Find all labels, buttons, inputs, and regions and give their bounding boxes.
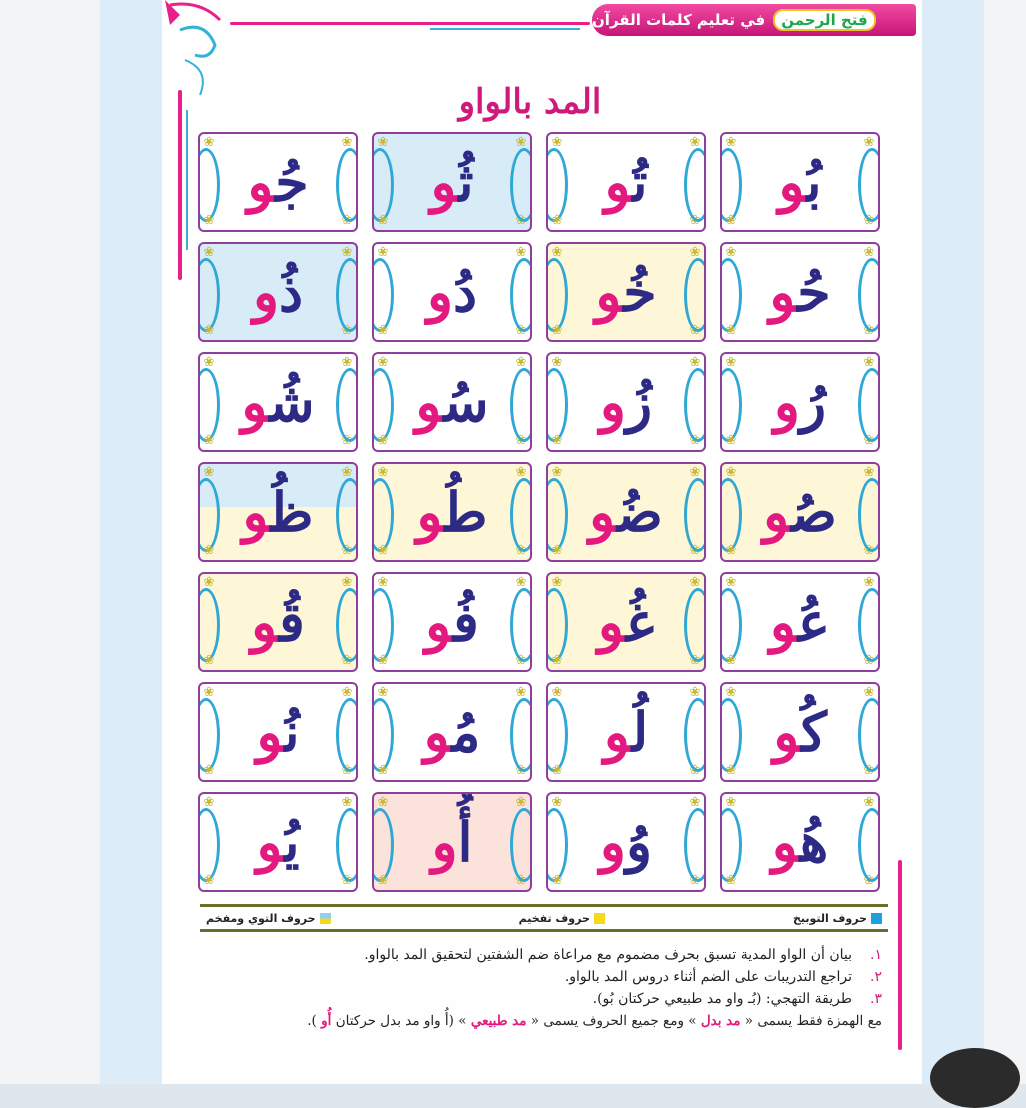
- flower-corner-icon: ❀: [863, 135, 875, 150]
- syllable-letter: خُ: [623, 260, 657, 324]
- legend-label-2: حروف تفخيم: [518, 911, 590, 925]
- legend-swatch-blue-yellow: [320, 913, 331, 924]
- flower-corner-icon: ❀: [341, 873, 353, 888]
- flower-corner-icon: ❀: [515, 653, 527, 668]
- syllable-letter: مُ: [451, 700, 481, 764]
- syllable-card[interactable]: [198, 242, 358, 342]
- flower-corner-icon: ❀: [377, 763, 389, 778]
- flower-corner-icon: ❀: [515, 135, 527, 150]
- flower-corner-icon: ❀: [341, 245, 353, 260]
- flower-corner-icon: ❀: [377, 355, 389, 370]
- note-row: [210, 966, 882, 988]
- header-title: في تعليم كلمات القرآن: [592, 11, 766, 29]
- flower-corner-icon: ❀: [863, 873, 875, 888]
- flower-corner-icon: ❀: [689, 653, 701, 668]
- flower-corner-icon: ❀: [377, 323, 389, 338]
- flower-corner-icon: ❀: [689, 433, 701, 448]
- legend-item-3: [206, 912, 331, 925]
- syllable-letter: ظُ: [270, 480, 314, 544]
- syllable-letter: ثُ: [458, 150, 474, 214]
- syllable-card[interactable]: [546, 462, 706, 562]
- syllable-card[interactable]: [720, 462, 880, 562]
- flower-corner-icon: ❀: [515, 873, 527, 888]
- flower-corner-icon: ❀: [551, 685, 563, 700]
- flower-corner-icon: ❀: [515, 323, 527, 338]
- syllable-text: [773, 700, 827, 764]
- screen-left-margin: [0, 0, 100, 1084]
- syllable-card[interactable]: [198, 132, 358, 232]
- flower-corner-icon: ❀: [725, 543, 737, 558]
- note-number: ٣.: [870, 991, 882, 1007]
- brand-logo: فتح الرحمن: [773, 9, 875, 31]
- flower-corner-icon: ❀: [515, 543, 527, 558]
- note-highlight-mad-tabii: مد طبيعي: [470, 1013, 527, 1029]
- flower-corner-icon: ❀: [725, 213, 737, 228]
- flower-corner-icon: ❀: [551, 575, 563, 590]
- flower-corner-icon: ❀: [515, 213, 527, 228]
- flower-corner-icon: ❀: [725, 355, 737, 370]
- flower-corner-icon: ❀: [377, 685, 389, 700]
- syllable-waw: و: [415, 370, 444, 434]
- syllable-card[interactable]: [720, 792, 880, 892]
- syllable-waw: و: [769, 590, 798, 654]
- note-text: طريقة التهجي: (بُـ واو مد طبيعي حركتان بُو).: [592, 991, 852, 1007]
- syllable-text: [599, 370, 653, 434]
- syllable-waw: و: [251, 590, 280, 654]
- legend-swatch-blue: [871, 913, 882, 924]
- header-pink-line: [230, 22, 590, 25]
- flower-corner-icon: ❀: [203, 465, 215, 480]
- flower-corner-icon: ❀: [377, 245, 389, 260]
- legend-item-1: [793, 912, 882, 925]
- flower-corner-icon: ❀: [341, 213, 353, 228]
- flower-corner-icon: ❀: [551, 433, 563, 448]
- syllable-text: [597, 590, 655, 654]
- flower-corner-icon: ❀: [863, 433, 875, 448]
- syllable-letter: فُ: [453, 590, 479, 654]
- syllable-waw: و: [604, 150, 633, 214]
- flower-corner-icon: ❀: [515, 763, 527, 778]
- syllable-waw: و: [769, 260, 798, 324]
- flower-corner-icon: ❀: [377, 465, 389, 480]
- syllable-text: [256, 700, 300, 764]
- flower-corner-icon: ❀: [725, 433, 737, 448]
- syllable-waw: و: [252, 260, 280, 324]
- flower-corner-icon: ❀: [551, 135, 563, 150]
- syllable-waw: و: [599, 810, 626, 874]
- syllable-card[interactable]: [372, 242, 532, 342]
- flower-corner-icon: ❀: [725, 135, 737, 150]
- header-blue-line: [430, 28, 580, 30]
- syllable-text: [423, 700, 481, 764]
- syllable-text: [603, 700, 649, 764]
- flower-corner-icon: ❀: [515, 685, 527, 700]
- flower-corner-icon: ❀: [725, 465, 737, 480]
- syllable-letter: بُ: [806, 150, 822, 214]
- flower-corner-icon: ❀: [689, 763, 701, 778]
- syllable-letter: كُ: [801, 700, 827, 764]
- syllable-letter: شُ: [269, 370, 315, 434]
- flower-corner-icon: ❀: [341, 685, 353, 700]
- flower-corner-icon: ❀: [863, 543, 875, 558]
- note-highlight-mad-badal: مد بدل: [700, 1013, 741, 1029]
- note-highlight-oo: أُو: [321, 1013, 332, 1029]
- syllable-card[interactable]: [546, 352, 706, 452]
- syllable-letter: ضُ: [617, 480, 663, 544]
- syllable-card[interactable]: [198, 352, 358, 452]
- syllable-text: [416, 480, 488, 544]
- syllable-letter: هُ: [799, 810, 829, 874]
- syllable-text: [763, 480, 837, 544]
- screen-right-margin: [984, 0, 1026, 1084]
- flower-corner-icon: ❀: [515, 433, 527, 448]
- note-last-text-4: ).: [307, 1013, 317, 1029]
- flower-corner-icon: ❀: [341, 763, 353, 778]
- flower-corner-icon: ❀: [341, 795, 353, 810]
- syllable-text: [769, 590, 831, 654]
- syllable-card[interactable]: [546, 792, 706, 892]
- syllable-waw: و: [773, 700, 802, 764]
- flower-corner-icon: ❀: [377, 795, 389, 810]
- syllable-waw: و: [241, 370, 270, 434]
- syllable-card[interactable]: [372, 352, 532, 452]
- left-blue-bar: [186, 110, 188, 250]
- flower-corner-icon: ❀: [725, 575, 737, 590]
- flower-corner-icon: ❀: [863, 213, 875, 228]
- flower-corner-icon: ❀: [377, 543, 389, 558]
- flower-corner-icon: ❀: [515, 245, 527, 260]
- syllable-text: [595, 260, 657, 324]
- flower-corner-icon: ❀: [863, 685, 875, 700]
- syllable-waw: و: [431, 810, 458, 874]
- syllable-letter: لُ: [631, 700, 649, 764]
- syllable-waw: و: [256, 700, 285, 764]
- syllable-waw: و: [595, 260, 624, 324]
- syllable-card[interactable]: [198, 792, 358, 892]
- syllable-card[interactable]: [372, 462, 532, 562]
- syllable-text: [771, 810, 829, 874]
- flower-corner-icon: ❀: [377, 213, 389, 228]
- flower-corner-icon: ❀: [377, 653, 389, 668]
- legend: [200, 904, 888, 932]
- flower-corner-icon: ❀: [203, 433, 215, 448]
- legend-swatch-yellow: [594, 913, 605, 924]
- syllable-letter: وُ: [626, 810, 653, 874]
- syllable-waw: و: [599, 370, 626, 434]
- flower-corner-icon: ❀: [725, 323, 737, 338]
- syllable-card[interactable]: [198, 682, 358, 782]
- syllable-letter: أُ: [457, 810, 473, 874]
- syllable-waw: و: [771, 810, 800, 874]
- flower-corner-icon: ❀: [689, 135, 701, 150]
- syllable-letter: حُ: [797, 260, 831, 324]
- syllable-text: [425, 590, 479, 654]
- flower-corner-icon: ❀: [341, 653, 353, 668]
- syllable-text: [599, 810, 653, 874]
- floating-button[interactable]: [930, 1048, 1020, 1108]
- flower-corner-icon: ❀: [377, 873, 389, 888]
- flower-corner-icon: ❀: [515, 355, 527, 370]
- flower-corner-icon: ❀: [203, 763, 215, 778]
- syllable-text: [426, 260, 478, 324]
- flower-corner-icon: ❀: [341, 355, 353, 370]
- flower-corner-icon: ❀: [341, 575, 353, 590]
- flower-corner-icon: ❀: [203, 795, 215, 810]
- syllable-letter: عُ: [797, 590, 831, 654]
- syllable-letter: طُ: [444, 480, 488, 544]
- left-pink-bar: [178, 90, 182, 280]
- legend-item-2: [519, 912, 605, 925]
- flower-corner-icon: ❀: [551, 763, 563, 778]
- legend-label-1: حروف التوبيخ: [792, 911, 867, 925]
- note-last-text-2: » ومع جميع الحروف يسمى «: [530, 1013, 697, 1029]
- syllable-waw: و: [778, 150, 807, 214]
- flower-corner-icon: ❀: [203, 575, 215, 590]
- syllable-card[interactable]: [546, 572, 706, 672]
- syllable-waw: و: [603, 700, 632, 764]
- syllable-letter: قُ: [279, 590, 305, 654]
- flower-corner-icon: ❀: [203, 135, 215, 150]
- syllable-card[interactable]: [372, 132, 532, 232]
- syllable-text: [769, 260, 831, 324]
- note-text: تراجع التدريبات على الضم أثناء دروس المد بالواو.: [564, 969, 852, 985]
- flower-corner-icon: ❀: [515, 465, 527, 480]
- notes: [210, 944, 882, 1032]
- syllable-text: [430, 150, 474, 214]
- flower-corner-icon: ❀: [689, 355, 701, 370]
- flower-corner-icon: ❀: [341, 135, 353, 150]
- syllable-waw: و: [416, 480, 445, 544]
- syllable-card[interactable]: [546, 132, 706, 232]
- flower-corner-icon: ❀: [689, 873, 701, 888]
- syllable-text: [252, 260, 304, 324]
- note-row: [210, 988, 882, 1010]
- flower-corner-icon: ❀: [863, 653, 875, 668]
- syllable-card[interactable]: [372, 682, 532, 782]
- syllable-waw: و: [763, 480, 792, 544]
- syllable-text: [589, 480, 663, 544]
- flower-corner-icon: ❀: [341, 465, 353, 480]
- syllable-letter: صُ: [791, 480, 837, 544]
- flower-corner-icon: ❀: [341, 433, 353, 448]
- syllable-letter: ذُ: [279, 260, 304, 324]
- syllable-letter: رُ: [800, 370, 827, 434]
- flower-corner-icon: ❀: [377, 433, 389, 448]
- flower-corner-icon: ❀: [689, 245, 701, 260]
- flower-corner-icon: ❀: [203, 685, 215, 700]
- syllable-card[interactable]: [198, 462, 358, 562]
- note-last-text-1: مع الهمزة فقط يسمى «: [744, 1013, 882, 1029]
- flower-corner-icon: ❀: [551, 543, 563, 558]
- flower-corner-icon: ❀: [551, 213, 563, 228]
- syllable-card[interactable]: [372, 572, 532, 672]
- flower-corner-icon: ❀: [203, 323, 215, 338]
- flower-corner-icon: ❀: [551, 653, 563, 668]
- flower-corner-icon: ❀: [515, 795, 527, 810]
- flower-corner-icon: ❀: [863, 355, 875, 370]
- syllable-card[interactable]: [720, 242, 880, 342]
- flower-corner-icon: ❀: [203, 653, 215, 668]
- syllable-letter: يُ: [284, 810, 300, 874]
- syllable-waw: و: [425, 590, 454, 654]
- syllable-card[interactable]: [720, 572, 880, 672]
- flower-corner-icon: ❀: [377, 135, 389, 150]
- syllable-text: [431, 810, 473, 874]
- flower-corner-icon: ❀: [689, 795, 701, 810]
- flower-corner-icon: ❀: [341, 543, 353, 558]
- syllable-waw: و: [426, 260, 454, 324]
- syllable-text: [247, 150, 309, 214]
- note-number: ٢.: [870, 969, 882, 985]
- flower-corner-icon: ❀: [863, 763, 875, 778]
- right-pink-bar: [898, 860, 902, 1050]
- flower-corner-icon: ❀: [551, 465, 563, 480]
- syllable-text: [256, 810, 300, 874]
- syllable-letter: دُ: [453, 260, 478, 324]
- syllable-card[interactable]: [546, 242, 706, 342]
- flower-corner-icon: ❀: [725, 795, 737, 810]
- syllable-card[interactable]: [720, 352, 880, 452]
- flower-corner-icon: ❀: [863, 795, 875, 810]
- syllable-text: [241, 370, 315, 434]
- syllable-text: [415, 370, 489, 434]
- flower-corner-icon: ❀: [551, 873, 563, 888]
- note-text: بيان أن الواو المدية تسبق بحرف مضموم مع مراعاة ضم الشفتين لتحقيق المد بالواو.: [364, 947, 852, 963]
- flower-corner-icon: ❀: [551, 245, 563, 260]
- note-row: [210, 944, 882, 966]
- syllable-card[interactable]: [198, 572, 358, 672]
- syllable-letter: زُ: [626, 370, 653, 434]
- note-number: ١.: [870, 947, 882, 963]
- flower-corner-icon: ❀: [725, 763, 737, 778]
- legend-label-3: حروف التوي ومفخم: [206, 911, 316, 925]
- flower-corner-icon: ❀: [725, 685, 737, 700]
- flower-corner-icon: ❀: [725, 653, 737, 668]
- syllable-text: [604, 150, 648, 214]
- flower-corner-icon: ❀: [725, 245, 737, 260]
- syllable-waw: و: [597, 590, 626, 654]
- syllable-waw: و: [589, 480, 618, 544]
- header-badge: [592, 4, 916, 36]
- flower-corner-icon: ❀: [203, 355, 215, 370]
- flower-corner-icon: ❀: [203, 873, 215, 888]
- flower-corner-icon: ❀: [863, 245, 875, 260]
- syllable-card[interactable]: [720, 132, 880, 232]
- flower-corner-icon: ❀: [689, 323, 701, 338]
- syllable-waw: و: [430, 150, 459, 214]
- note-row-last: [210, 1010, 882, 1032]
- syllable-card[interactable]: [546, 682, 706, 782]
- syllable-letter: جُ: [275, 150, 309, 214]
- syllable-letter: سُ: [443, 370, 489, 434]
- syllable-card[interactable]: [372, 792, 532, 892]
- syllable-letter: تُ: [632, 150, 648, 214]
- flower-corner-icon: ❀: [551, 795, 563, 810]
- syllable-waw: و: [423, 700, 452, 764]
- syllable-waw: و: [247, 150, 276, 214]
- flower-corner-icon: ❀: [689, 685, 701, 700]
- syllable-text: [778, 150, 822, 214]
- syllable-text: [242, 480, 314, 544]
- syllable-text: [251, 590, 305, 654]
- flower-corner-icon: ❀: [203, 245, 215, 260]
- flower-corner-icon: ❀: [551, 355, 563, 370]
- syllable-waw: و: [256, 810, 285, 874]
- flower-corner-icon: ❀: [515, 575, 527, 590]
- flower-corner-icon: ❀: [689, 465, 701, 480]
- flower-corner-icon: ❀: [863, 465, 875, 480]
- flower-corner-icon: ❀: [689, 543, 701, 558]
- page-title: المد بالواو: [458, 82, 602, 122]
- flower-corner-icon: ❀: [203, 543, 215, 558]
- flower-corner-icon: ❀: [551, 323, 563, 338]
- flower-corner-icon: ❀: [689, 213, 701, 228]
- flower-corner-icon: ❀: [689, 575, 701, 590]
- syllable-letter: غُ: [625, 590, 655, 654]
- corner-ornament-icon: [160, 0, 230, 110]
- flower-corner-icon: ❀: [377, 575, 389, 590]
- syllable-letter: نُ: [284, 700, 300, 764]
- note-last-text-3: » (أُ واو مد بدل حركتان: [335, 1013, 467, 1029]
- flower-corner-icon: ❀: [863, 323, 875, 338]
- flower-corner-icon: ❀: [203, 213, 215, 228]
- syllable-card[interactable]: [720, 682, 880, 782]
- syllable-text: [773, 370, 827, 434]
- syllable-waw: و: [773, 370, 800, 434]
- flower-corner-icon: ❀: [725, 873, 737, 888]
- syllable-waw: و: [242, 480, 271, 544]
- flower-corner-icon: ❀: [863, 575, 875, 590]
- flower-corner-icon: ❀: [341, 323, 353, 338]
